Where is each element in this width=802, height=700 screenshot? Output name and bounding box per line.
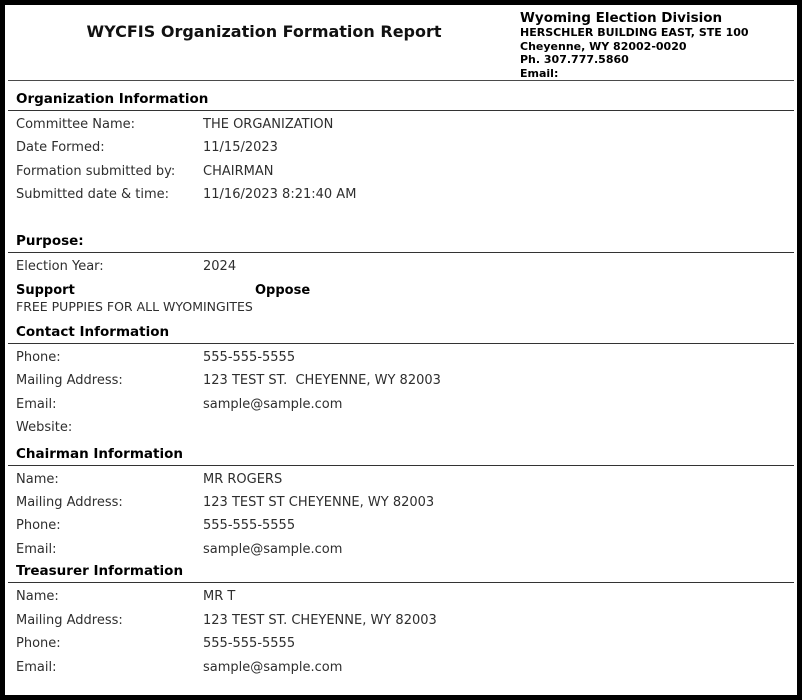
field-value: 555-555-5555 bbox=[203, 518, 296, 534]
field-value: 11/16/2023 8:21:40 AM bbox=[203, 187, 357, 203]
field-row-email bbox=[8, 656, 794, 679]
field-label: Email: bbox=[16, 541, 57, 557]
organization-rows bbox=[8, 111, 794, 207]
field-label: Formation submitted by: bbox=[16, 163, 176, 179]
report-header bbox=[8, 5, 794, 81]
field-value: sample@sample.com bbox=[203, 659, 343, 675]
field-label: Mailing Address: bbox=[16, 495, 123, 511]
field-value: sample@sample.com bbox=[203, 541, 343, 557]
field-value: 555-555-5555 bbox=[203, 636, 296, 652]
section-heading-contact: Contact Information bbox=[8, 324, 794, 344]
field-row-mailing-address bbox=[8, 491, 794, 514]
report-body bbox=[8, 91, 794, 679]
field-value: CHAIRMAN bbox=[203, 163, 274, 179]
field-value: MR ROGERS bbox=[203, 471, 283, 487]
contact-rows bbox=[8, 344, 794, 440]
field-value: 555-555-5555 bbox=[203, 350, 296, 366]
field-label: Name: bbox=[16, 471, 59, 487]
field-row-mailing-address bbox=[8, 369, 794, 392]
field-label: Phone: bbox=[16, 518, 61, 534]
field-row-formation-submitted-by bbox=[8, 160, 794, 183]
field-label: Phone: bbox=[16, 636, 61, 652]
section-heading-chairman: Chairman Information bbox=[8, 446, 794, 466]
division-phone: Ph. 307.777.5860 bbox=[520, 53, 629, 66]
support-text: FREE PUPPIES FOR ALL WYOMINGITES bbox=[16, 299, 253, 315]
field-value: THE ORGANIZATION bbox=[203, 117, 334, 132]
field-label: Phone: bbox=[16, 350, 61, 366]
purpose-rows bbox=[8, 253, 794, 278]
field-row-name bbox=[8, 468, 794, 491]
field-row-election-year bbox=[8, 255, 794, 278]
field-row-website bbox=[8, 416, 794, 439]
division-address-line2: Cheyenne, WY 82002-0020 bbox=[520, 39, 687, 53]
field-value: MR T bbox=[203, 589, 236, 605]
field-label: Mailing Address: bbox=[16, 373, 123, 389]
field-row-submitted-date-time bbox=[8, 183, 794, 206]
division-name: Wyoming Election Division bbox=[520, 10, 723, 26]
field-value: 11/15/2023 bbox=[203, 140, 278, 156]
field-value: 2024 bbox=[203, 258, 237, 274]
division-address-line1: HERSCHLER BUILDING EAST, STE 100 bbox=[520, 26, 749, 39]
field-label: Committee Name: bbox=[16, 117, 136, 132]
support-column bbox=[16, 282, 255, 315]
field-row-phone bbox=[8, 346, 794, 369]
support-heading: Support bbox=[16, 283, 75, 299]
support-oppose-block bbox=[8, 282, 794, 315]
field-label: Email: bbox=[16, 396, 57, 412]
field-label: Submitted date & time: bbox=[16, 187, 170, 203]
field-row-email bbox=[8, 393, 794, 416]
field-value: 123 TEST ST. CHEYENNE, WY 82003 bbox=[203, 612, 437, 628]
field-row-phone bbox=[8, 632, 794, 655]
division-email-label: Email: bbox=[520, 66, 559, 80]
field-label: Email: bbox=[16, 659, 57, 675]
chairman-rows bbox=[8, 466, 794, 562]
field-row-name bbox=[8, 585, 794, 608]
field-row-email bbox=[8, 538, 794, 561]
field-label: Name: bbox=[16, 589, 59, 605]
treasurer-rows bbox=[8, 583, 794, 679]
page-title: WYCFIS Organization Formation Report bbox=[86, 22, 442, 41]
field-row-committee-name bbox=[8, 113, 794, 136]
field-row-phone bbox=[8, 514, 794, 537]
field-label: Website: bbox=[16, 420, 73, 436]
field-label: Election Year: bbox=[16, 258, 104, 274]
field-row-mailing-address bbox=[8, 609, 794, 632]
oppose-heading: Oppose bbox=[255, 283, 311, 299]
field-value: sample@sample.com bbox=[203, 396, 343, 412]
section-heading-organization: Organization Information bbox=[8, 91, 794, 111]
field-value: 123 TEST ST. CHEYENNE, WY 82003 bbox=[203, 373, 441, 389]
section-heading-treasurer: Treasurer Information bbox=[8, 563, 794, 583]
division-address-block bbox=[520, 10, 794, 80]
field-label: Mailing Address: bbox=[16, 612, 123, 628]
field-value: 123 TEST ST CHEYENNE, WY 82003 bbox=[203, 495, 435, 511]
field-label: Date Formed: bbox=[16, 140, 105, 156]
section-heading-purpose: Purpose: bbox=[8, 233, 794, 253]
oppose-column bbox=[255, 282, 310, 315]
field-row-date-formed bbox=[8, 136, 794, 159]
